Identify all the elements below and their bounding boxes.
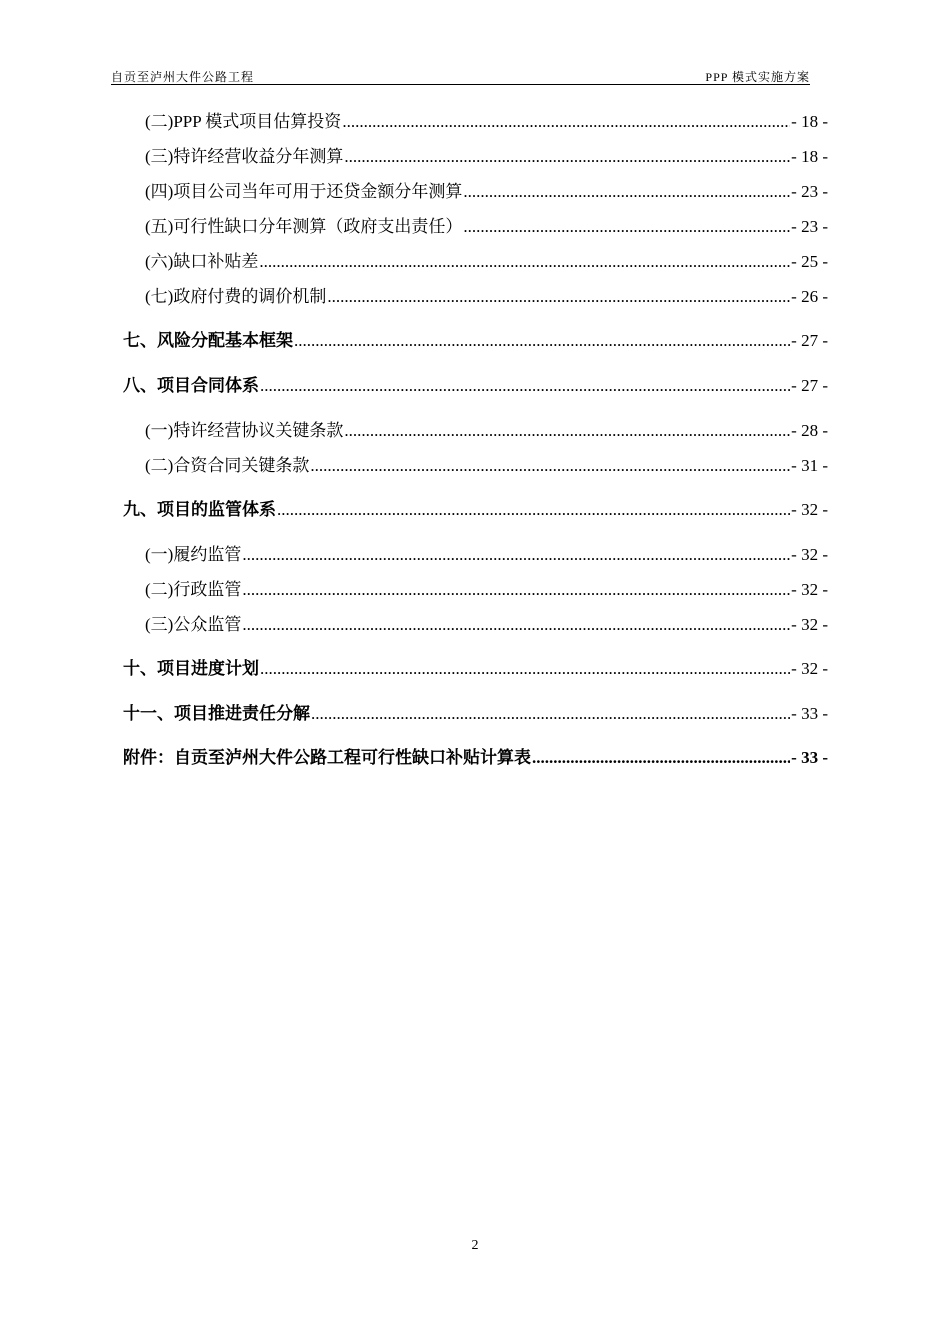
toc-appendix-entry[interactable] — [123, 746, 828, 770]
toc-entry[interactable] — [145, 543, 828, 567]
toc-entry-number: (三) — [145, 615, 174, 634]
toc-entry-page: - 25 - — [791, 252, 828, 271]
toc-leader-dots — [242, 543, 790, 567]
toc-entry-title: 七、风险分配基本框架 — [123, 331, 293, 350]
toc-entry-number: (二) — [145, 580, 174, 599]
toc-entry-title: 九、项目的监管体系 — [123, 500, 276, 519]
toc-entry-page: - 31 - — [791, 456, 828, 475]
toc-entry-title: 附件：自贡至泸州大件公路工程可行性缺口补贴计算表 — [123, 748, 531, 767]
toc-entry[interactable] — [145, 419, 828, 443]
toc-chapter-entry[interactable] — [123, 702, 828, 726]
toc-leader-dots — [327, 285, 790, 309]
toc-entry-page: - 32 - — [791, 545, 828, 564]
toc-entry-page: - 32 - — [791, 500, 828, 519]
toc-entry-page: - 18 - — [791, 112, 828, 131]
toc-entry-number: (五) — [145, 217, 174, 236]
toc-entry-number: (四) — [145, 182, 174, 201]
toc-entry-number: (七) — [145, 287, 174, 306]
toc-leader-dots — [277, 498, 790, 522]
toc-entry-title: 八、项目合同体系 — [123, 376, 259, 395]
toc-entry-title: PPP 模式项目估算投资 — [173, 112, 342, 131]
toc-leader-dots — [532, 746, 790, 770]
toc-entry-page: - 32 - — [791, 615, 828, 634]
toc-entry-number: (一) — [145, 421, 174, 440]
toc-entry[interactable] — [145, 110, 828, 134]
toc-leader-dots — [463, 215, 790, 239]
toc-leader-dots — [311, 702, 790, 726]
toc-leader-dots — [294, 329, 790, 353]
toc-entry-page: - 26 - — [791, 287, 828, 306]
toc-entry[interactable] — [145, 285, 828, 309]
toc-entry-page: - 27 - — [791, 331, 828, 350]
toc-leader-dots — [344, 419, 790, 443]
toc-entry[interactable] — [145, 454, 828, 478]
toc-entry-title: 政府付费的调价机制 — [173, 287, 327, 306]
toc-entry-page: - 32 - — [791, 659, 828, 678]
toc-entry-title: 缺口补贴差 — [173, 252, 259, 271]
toc-entry-title: 履约监管 — [173, 545, 242, 564]
toc-entry[interactable] — [145, 145, 828, 169]
header-document-title: PPP 模式实施方案 — [705, 70, 810, 84]
toc-leader-dots — [463, 180, 790, 204]
toc-chapter-entry[interactable] — [123, 374, 828, 398]
toc-leader-dots — [260, 657, 790, 681]
toc-entry-title: 项目公司当年可用于还贷金额分年测算 — [173, 182, 463, 201]
toc-entry[interactable] — [145, 215, 828, 239]
toc-entry[interactable] — [145, 180, 828, 204]
toc-entry-page: - 23 - — [791, 217, 828, 236]
toc-entry-page: - 23 - — [791, 182, 828, 201]
toc-entry-number: (二) — [145, 112, 174, 131]
toc-entry-page: - 18 - — [791, 147, 828, 166]
toc-leader-dots — [310, 454, 790, 478]
toc-entry-title: 可行性缺口分年测算（政府支出责任） — [173, 217, 463, 236]
toc-entry-title: 特许经营收益分年测算 — [173, 147, 344, 166]
toc-leader-dots — [242, 578, 790, 602]
toc-entry-page: - 27 - — [791, 376, 828, 395]
toc-entry-page: - 33 - — [791, 704, 828, 723]
toc-leader-dots — [344, 145, 790, 169]
toc-entry-title: 公众监管 — [173, 615, 242, 634]
toc-chapter-entry[interactable] — [123, 329, 828, 353]
toc-chapter-entry[interactable] — [123, 498, 828, 522]
toc-entry-title: 特许经营协议关键条款 — [173, 421, 344, 440]
toc-entry-page: - 33 - — [791, 748, 828, 767]
toc-chapter-entry[interactable] — [123, 657, 828, 681]
toc-entry-number: (三) — [145, 147, 174, 166]
toc-entry[interactable] — [145, 613, 828, 637]
toc-entry-page: - 28 - — [791, 421, 828, 440]
toc-entry-page: - 32 - — [791, 580, 828, 599]
toc-leader-dots — [242, 613, 790, 637]
toc-entry-title: 行政监管 — [173, 580, 242, 599]
toc-leader-dots — [260, 374, 790, 398]
toc-entry[interactable] — [145, 578, 828, 602]
toc-leader-dots — [259, 250, 790, 274]
page-header — [111, 67, 810, 85]
toc-entry[interactable] — [145, 250, 828, 274]
toc-entry-number: (六) — [145, 252, 174, 271]
header-project-name: 自贡至泸州大件公路工程 — [111, 70, 255, 84]
toc-entry-title: 十、项目进度计划 — [123, 659, 259, 678]
toc-entry-title: 十一、项目推进责任分解 — [123, 704, 310, 723]
toc-entry-title: 合资合同关键条款 — [173, 456, 310, 475]
toc-leader-dots — [342, 110, 790, 134]
toc-entry-number: (二) — [145, 456, 174, 475]
page-number: 2 — [471, 1238, 479, 1253]
toc-entry-number: (一) — [145, 545, 174, 564]
